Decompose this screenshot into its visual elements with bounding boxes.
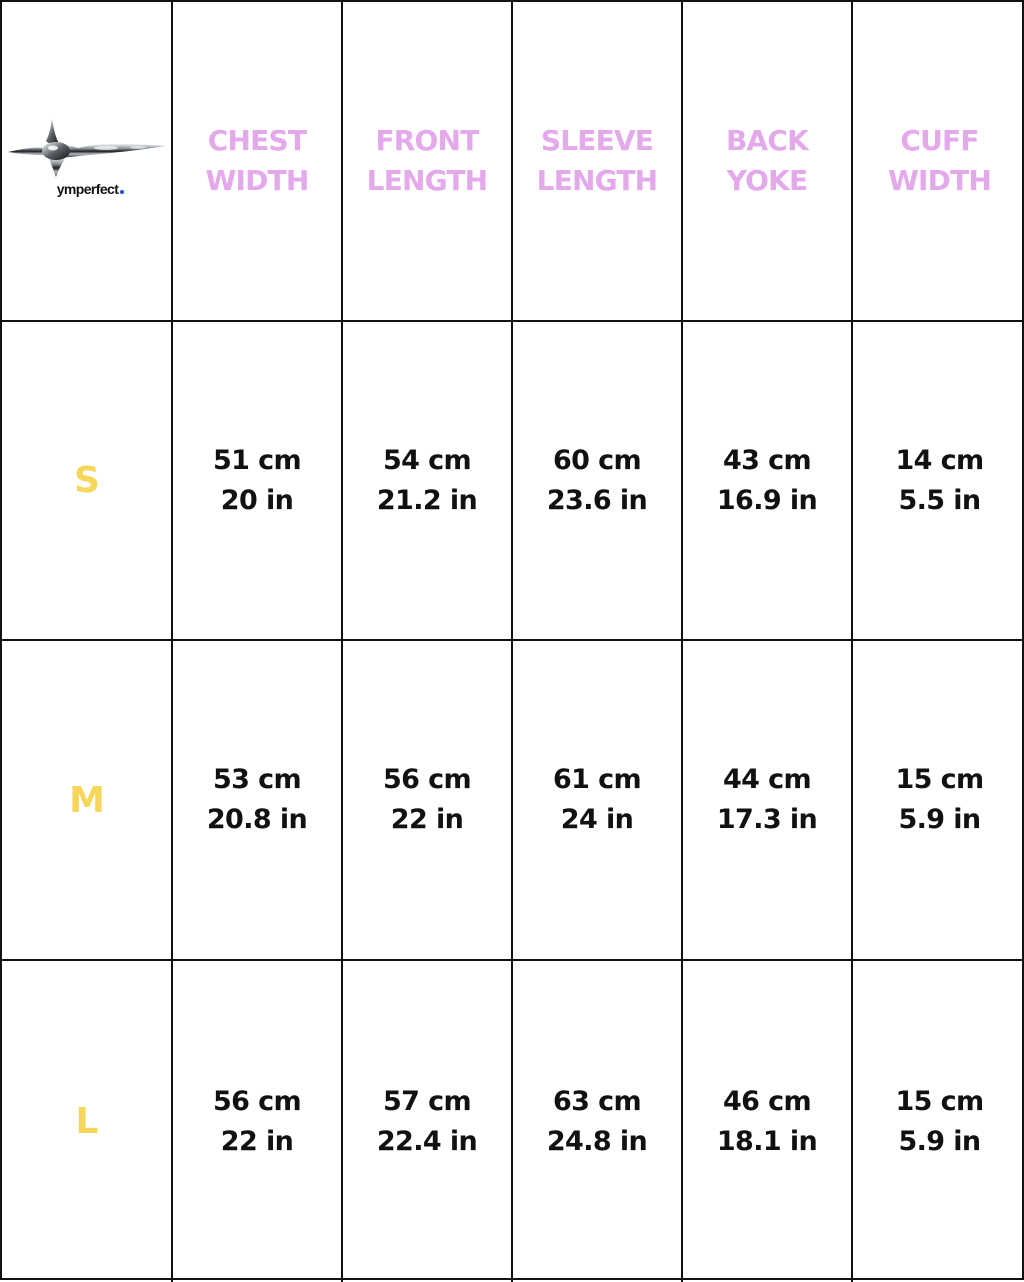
- size-label-l: L: [75, 1101, 98, 1142]
- value-cell: [343, 322, 513, 641]
- value-cell: [853, 641, 1024, 961]
- value-cell: [683, 961, 853, 1282]
- header-cell-back-yoke: [683, 2, 853, 322]
- value-cm: 14 cm: [895, 444, 984, 476]
- size-label-s: S: [74, 460, 99, 501]
- value-cell: [853, 322, 1024, 641]
- brand-logo: [6, 117, 168, 197]
- value-cell: [343, 961, 513, 1282]
- value-in: 5.9 in: [898, 1125, 981, 1157]
- size-cell-l: [2, 961, 173, 1282]
- value-cm: 46 cm: [722, 1085, 812, 1117]
- size-cell-s: [2, 322, 173, 641]
- value-in: 5.5 in: [898, 484, 981, 516]
- value-cm: 51 cm: [212, 444, 302, 476]
- value-in: 20.8 in: [206, 804, 308, 835]
- value-in: 17.3 in: [716, 804, 818, 835]
- header-cell-chest-width: [173, 2, 343, 322]
- value-cell: [513, 322, 683, 641]
- value-in: 22 in: [390, 804, 464, 835]
- value-cm: 44 cm: [722, 764, 812, 795]
- value-cm: 63 cm: [552, 1085, 642, 1117]
- value-cell: [343, 641, 513, 961]
- brand-dot: [120, 190, 124, 194]
- header-cell-front-length: [343, 2, 513, 322]
- value-cell: [513, 961, 683, 1282]
- value-in: 23.6 in: [546, 484, 648, 516]
- value-cm: 56 cm: [382, 764, 472, 795]
- value-cm: 60 cm: [552, 444, 642, 476]
- header-cell-sleeve-length: [513, 2, 683, 322]
- value-in: 5.9 in: [898, 804, 981, 835]
- value-cm: 43 cm: [722, 444, 812, 476]
- header-back-yoke: BACK YOKE: [725, 124, 809, 197]
- value-cell: [173, 641, 343, 961]
- size-cell-m: [2, 641, 173, 961]
- header-cuff-width: CUFF WIDTH: [887, 124, 992, 197]
- value-in: 24 in: [560, 804, 634, 835]
- value-cm: 15 cm: [895, 764, 984, 795]
- brand-name: ymperfect: [56, 181, 119, 197]
- value-cell: [853, 961, 1024, 1282]
- value-cell: [173, 961, 343, 1282]
- value-in: 22.4 in: [376, 1125, 478, 1157]
- header-front-length: FRONT LENGTH: [366, 124, 488, 197]
- value-cm: 57 cm: [382, 1085, 472, 1117]
- value-in: 18.1 in: [716, 1125, 818, 1157]
- value-cm: 53 cm: [212, 764, 302, 795]
- value-cm: 54 cm: [382, 444, 472, 476]
- header-cell-cuff-width: [853, 2, 1024, 322]
- header-sleeve-length: SLEEVE LENGTH: [536, 124, 658, 197]
- value-in: 22 in: [220, 1125, 294, 1157]
- value-cell: [173, 322, 343, 641]
- value-cell: [513, 641, 683, 961]
- logo-cell: [2, 2, 173, 322]
- value-cell: [683, 641, 853, 961]
- value-cm: 61 cm: [552, 764, 642, 795]
- value-cm: 56 cm: [212, 1085, 302, 1117]
- value-in: 20 in: [220, 484, 294, 516]
- size-label-m: M: [69, 779, 104, 821]
- value-cm: 15 cm: [895, 1085, 984, 1117]
- value-cell: [683, 322, 853, 641]
- value-in: 16.9 in: [716, 484, 818, 516]
- header-chest-width: CHEST WIDTH: [205, 124, 309, 197]
- chrome-star-logo-icon: [6, 117, 168, 179]
- value-in: 24.8 in: [546, 1125, 648, 1157]
- value-in: 21.2 in: [376, 484, 478, 516]
